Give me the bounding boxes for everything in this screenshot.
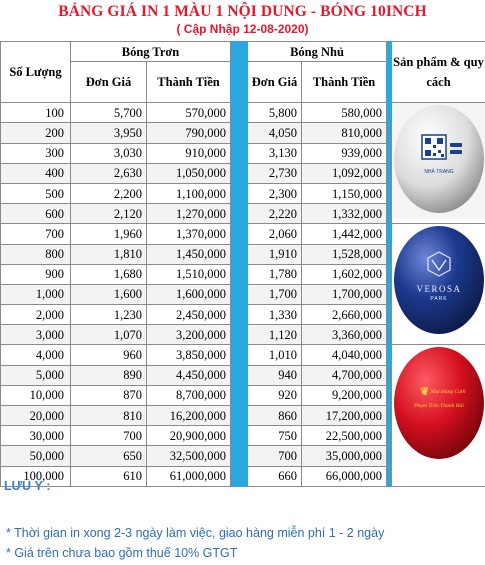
separator-cell [387, 204, 392, 224]
page-title: BẢNG GIÁ IN 1 MÀU 1 NỘI DUNG - BÓNG 10INCH [58, 3, 427, 20]
total-plain-cell: 1,100,000 [147, 183, 231, 203]
total-plain-cell: 1,510,000 [147, 264, 231, 284]
balloon-blue-image [392, 224, 485, 345]
unit-price-plain-cell: 2,120 [71, 204, 147, 224]
total-plain-cell: 8,700,000 [147, 385, 231, 405]
unit-price-metallic-cell: 2,220 [248, 204, 302, 224]
quantity-cell: 100 [1, 103, 71, 123]
unit-price-plain-cell: 2,200 [71, 183, 147, 203]
total-plain-cell: 16,200,000 [147, 406, 231, 426]
total-plain-cell: 910,000 [147, 143, 231, 163]
unit-price-plain-cell: 3,030 [71, 143, 147, 163]
total-metallic-cell: 35,000,000 [302, 446, 387, 466]
quantity-cell: 50,000 [1, 446, 71, 466]
quantity-cell: 5,000 [1, 365, 71, 385]
total-metallic-cell: 66,000,000 [302, 466, 387, 486]
unit-price-plain-cell: 1,230 [71, 305, 147, 325]
total-plain-cell: 1,370,000 [147, 224, 231, 244]
quantity-cell: 4,000 [1, 345, 71, 365]
total-metallic-cell: 9,200,000 [302, 385, 387, 405]
separator-cell [231, 325, 248, 345]
quantity-cell: 700 [1, 224, 71, 244]
separator-cell [387, 385, 392, 405]
unit-price-metallic-cell: 1,330 [248, 305, 302, 325]
separator-cell [231, 385, 248, 405]
total-plain-cell: 1,450,000 [147, 244, 231, 264]
unit-price-metallic-cell: 920 [248, 385, 302, 405]
price-table [0, 41, 485, 487]
total-plain-cell: 570,000 [147, 103, 231, 123]
unit-price-metallic-cell: 4,050 [248, 123, 302, 143]
blue-balloon-sub: PARK [430, 296, 448, 303]
separator-cell [231, 264, 248, 284]
quantity-cell: 400 [1, 163, 71, 183]
separator-cell [231, 244, 248, 264]
total-metallic-cell: 810,000 [302, 123, 387, 143]
unit-price-plain-cell: 870 [71, 385, 147, 405]
separator-cell [387, 305, 392, 325]
total-plain-cell: 20,900,000 [147, 426, 231, 446]
total-metallic-cell: 939,000 [302, 143, 387, 163]
unit-price-metallic-cell: 5,800 [248, 103, 302, 123]
separator-cell [231, 406, 248, 426]
unit-price-metallic-cell: 750 [248, 426, 302, 446]
total-metallic-cell: 1,092,000 [302, 163, 387, 183]
total-plain-cell: 61,000,000 [147, 466, 231, 486]
unit-price-plain-cell: 5,700 [71, 103, 147, 123]
separator-cell [387, 264, 392, 284]
blue-balloon-brand: VEROSA [416, 284, 462, 295]
total-metallic-cell: 22,500,000 [302, 426, 387, 446]
separator-cell [387, 406, 392, 426]
notes-label: LƯU Ý : [4, 479, 51, 493]
separator-cell [387, 123, 392, 143]
table-row [1, 224, 485, 244]
unit-price-metallic-cell: 3,130 [248, 143, 302, 163]
total-plain-cell: 32,500,000 [147, 446, 231, 466]
separator-cell [387, 284, 392, 304]
separator-cell [231, 123, 248, 143]
unit-price-plain-cell: 1,070 [71, 325, 147, 345]
total-metallic-cell: 3,360,000 [302, 325, 387, 345]
separator-cell [231, 224, 248, 244]
unit-price-metallic-cell: 1,700 [248, 284, 302, 304]
unit-price-metallic-cell: 860 [248, 406, 302, 426]
red-balloon-icon [392, 345, 485, 469]
separator-cell [231, 163, 248, 183]
white-balloon-brand: NHÀ TRANG [424, 169, 454, 176]
unit-price-metallic-cell: 700 [248, 446, 302, 466]
update-date: ( Cập Nhập 12-08-2020) [176, 22, 309, 36]
unit-price-metallic-cell: 1,910 [248, 244, 302, 264]
quantity-cell: 30,000 [1, 426, 71, 446]
quantity-cell: 100,000 [1, 466, 71, 486]
total-metallic-cell: 4,700,000 [302, 365, 387, 385]
quantity-cell: 900 [1, 264, 71, 284]
unit-price-plain-cell: 650 [71, 446, 147, 466]
unit-price-plain-cell: 960 [71, 345, 147, 365]
total-metallic-cell: 1,528,000 [302, 244, 387, 264]
separator-cell [387, 426, 392, 446]
total-metallic-cell: 1,332,000 [302, 204, 387, 224]
separator-cell [231, 143, 248, 163]
quantity-cell: 3,000 [1, 325, 71, 345]
separator-cell [387, 143, 392, 163]
note-delivery: * Thời gian in xong 2-3 ngày làm việc, giao hàng miễn phí 1 - 2 ngày [6, 526, 385, 540]
header-qty-label: Số Lượng [9, 65, 62, 80]
separator-cell [231, 345, 248, 365]
unit-price-plain-cell: 610 [71, 466, 147, 486]
table-row [1, 345, 485, 365]
total-metallic-cell: 580,000 [302, 103, 387, 123]
separator-cell [231, 183, 248, 203]
separator-cell [231, 466, 248, 486]
unit-price-plain-cell: 810 [71, 406, 147, 426]
balloon-red-image [392, 345, 485, 486]
separator-cell [231, 305, 248, 325]
total-plain-cell: 2,450,000 [147, 305, 231, 325]
note-tax: * Giá trên chưa bao gồm thuế 10% GTGT [6, 546, 238, 560]
unit-price-metallic-cell: 2,300 [248, 183, 302, 203]
separator-cell [387, 466, 392, 486]
separator-cell [231, 204, 248, 224]
total-plain-cell: 1,050,000 [147, 163, 231, 183]
header-metallic-balloon: Bóng Nhủ [248, 42, 387, 62]
quantity-cell: 1,000 [1, 284, 71, 304]
white-balloon-icon [392, 103, 485, 219]
unit-price-plain-cell: 2,630 [71, 163, 147, 183]
total-plain-cell: 1,270,000 [147, 204, 231, 224]
separator-cell [231, 103, 248, 123]
separator-cell [387, 244, 392, 264]
separator-cell [231, 284, 248, 304]
header-total-metallic: Thành Tiền [302, 62, 387, 103]
quantity-cell: 800 [1, 244, 71, 264]
separator-cell [387, 163, 392, 183]
quantity-cell: 2,000 [1, 305, 71, 325]
total-metallic-cell: 1,442,000 [302, 224, 387, 244]
header-unit-price-metallic: Đơn Giá [248, 62, 302, 103]
quantity-cell: 300 [1, 143, 71, 163]
column-separator [231, 42, 248, 103]
unit-price-plain-cell: 3,950 [71, 123, 147, 143]
separator-cell [387, 365, 392, 385]
unit-price-plain-cell: 1,960 [71, 224, 147, 244]
unit-price-metallic-cell: 660 [248, 466, 302, 486]
total-metallic-cell: 1,700,000 [302, 284, 387, 304]
header-total-plain: Thành Tiền [147, 62, 231, 103]
unit-price-plain-cell: 1,600 [71, 284, 147, 304]
unit-price-plain-cell: 700 [71, 426, 147, 446]
red-balloon-line2: Phạm Trần Thanh Hải [414, 403, 464, 410]
total-plain-cell: 1,600,000 [147, 284, 231, 304]
price-rows [1, 103, 485, 487]
total-plain-cell: 3,200,000 [147, 325, 231, 345]
header-product: Sản phẩm & quy cách [392, 42, 485, 103]
total-metallic-cell: 17,200,000 [302, 406, 387, 426]
header-unit-price-plain: Đơn Giá [71, 62, 147, 103]
table-row [1, 103, 485, 123]
quantity-cell: 200 [1, 123, 71, 143]
quantity-cell: 10,000 [1, 385, 71, 405]
total-metallic-cell: 1,602,000 [302, 264, 387, 284]
unit-price-plain-cell: 1,680 [71, 264, 147, 284]
unit-price-metallic-cell: 1,780 [248, 264, 302, 284]
red-balloon-line1: Nhà Hàng Cưới [430, 389, 466, 396]
separator-cell [231, 426, 248, 446]
separator-cell [231, 365, 248, 385]
total-plain-cell: 3,850,000 [147, 345, 231, 365]
quantity-cell: 500 [1, 183, 71, 203]
total-plain-cell: 4,450,000 [147, 365, 231, 385]
header-qty [1, 42, 71, 103]
total-metallic-cell: 2,660,000 [302, 305, 387, 325]
blue-balloon-icon [392, 224, 485, 340]
quantity-cell: 600 [1, 204, 71, 224]
balloon-white-image [392, 103, 485, 224]
unit-price-metallic-cell: 940 [248, 365, 302, 385]
unit-price-plain-cell: 1,810 [71, 244, 147, 264]
unit-price-plain-cell: 890 [71, 365, 147, 385]
header-plain-balloon: Bóng Trơn [71, 42, 231, 62]
total-metallic-cell: 1,150,000 [302, 183, 387, 203]
total-plain-cell: 790,000 [147, 123, 231, 143]
unit-price-metallic-cell: 1,120 [248, 325, 302, 345]
quantity-cell: 20,000 [1, 406, 71, 426]
unit-price-metallic-cell: 1,010 [248, 345, 302, 365]
separator-cell [231, 446, 248, 466]
separator-cell [387, 325, 392, 345]
separator-cell [387, 446, 392, 466]
total-metallic-cell: 4,040,000 [302, 345, 387, 365]
unit-price-metallic-cell: 2,730 [248, 163, 302, 183]
separator-cell [387, 183, 392, 203]
unit-price-metallic-cell: 2,060 [248, 224, 302, 244]
svg-text:❦: ❦ [420, 386, 430, 399]
